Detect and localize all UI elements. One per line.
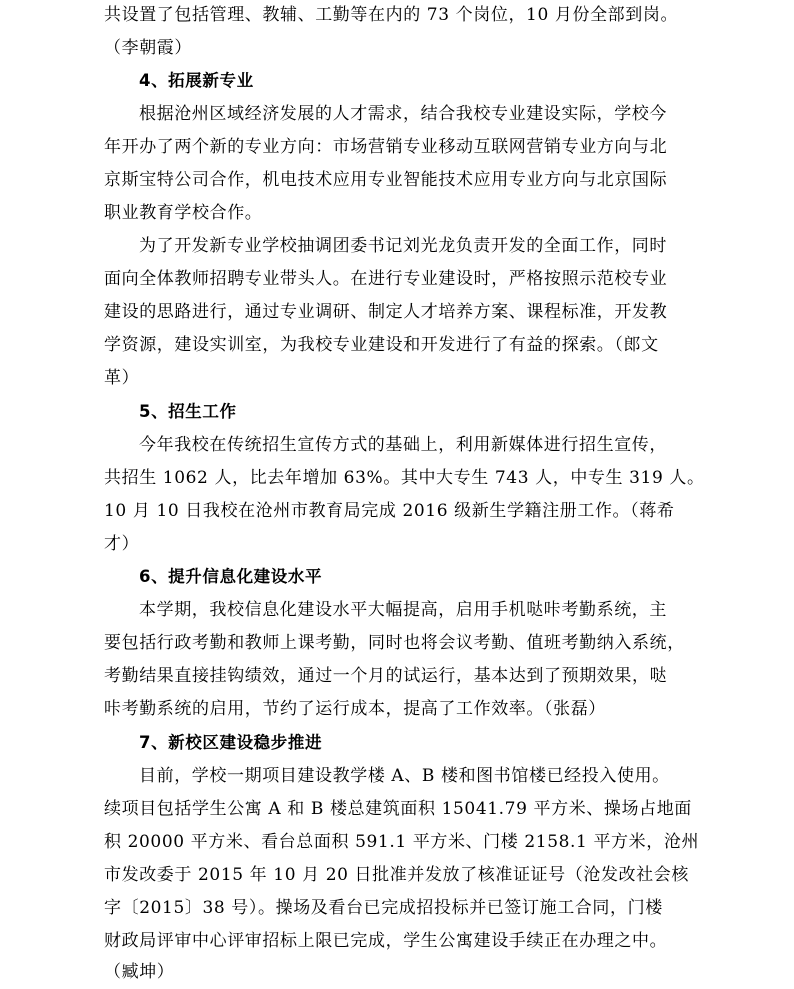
- document-line: 共招生 1062 人，比去年增加 63%。其中大专生 743 人，中专生 319 人。: [104, 468, 705, 488]
- document-line: 面向全体教师招聘专业带头人。在进行专业建设时，严格按照示范校专业: [104, 269, 668, 289]
- document-line: 财政局评审中心评审招标上限已完成，学生公寓建设手续正在办理之中。: [104, 931, 668, 951]
- document-line: 为了开发新专业学校抽调团委书记刘光龙负责开发的全面工作，同时: [139, 236, 667, 256]
- document-line: 续项目包括学生公寓 A 和 B 楼总建筑面积 15041.79 平方米、操场占地面: [104, 799, 692, 819]
- document-line: 今年我校在传统招生宣传方式的基础上，利用新媒体进行招生宣传，: [139, 435, 667, 455]
- document-line: （李朝霞）: [104, 38, 192, 58]
- document-line: 目前，学校一期项目建设教学楼 A、B 楼和图书馆楼已经投入使用。: [139, 766, 670, 786]
- document-line: 根据沧州区域经济发展的人才需求，结合我校专业建设实际，学校今: [139, 104, 667, 124]
- document-line: 字〔2015〕38 号）。操场及看台已完成招投标并已签订施工合同，门楼: [104, 898, 663, 918]
- document-line: 市发改委于 2015 年 10 月 20 日批准并发放了核准证证号（沧发改社会核: [104, 865, 689, 885]
- document-line: 京斯宝特公司合作，机电技术应用专业智能技术应用专业方向与北京国际: [104, 170, 668, 190]
- document-line: 共设置了包括管理、教辅、工勤等在内的 73 个岗位，10 月份全部到岗。: [104, 5, 679, 25]
- section-heading: 7、新校区建设稳步推进: [139, 733, 323, 752]
- section-heading: 5、招生工作: [139, 402, 237, 421]
- document-line: 革）: [104, 368, 140, 388]
- document-line: 年开办了两个新的专业方向：市场营销专业移动互联网营销专业方向与北: [104, 137, 668, 157]
- document-line: 积 20000 平方米、看台总面积 591.1 平方米、门楼 2158.1 平方米，沧州: [104, 832, 700, 852]
- document-line: （臧坤）: [104, 962, 175, 982]
- document-line: 考勤结果直接挂钩绩效，通过一个月的试运行，基本达到了预期效果，哒: [104, 666, 668, 686]
- document-line: 职业教育学校合作。: [104, 203, 263, 223]
- document-line: 建设的思路进行，通过专业调研、制定人才培养方案、课程标准，开发教: [104, 302, 668, 322]
- section-heading: 4、拓展新专业: [139, 71, 254, 90]
- document-line: 10 月 10 日我校在沧州市教育局完成 2016 级新生学籍注册工作。（蒋希: [104, 501, 675, 521]
- document-line: 咔考勤系统的启用，节约了运行成本，提高了工作效率。（张磊）: [104, 699, 606, 719]
- document-line: 本学期，我校信息化建设水平大幅提高，启用手机哒咔考勤系统，主: [139, 600, 667, 620]
- section-heading: 6、提升信息化建设水平: [139, 567, 323, 586]
- document-line: 要包括行政考勤和教师上课考勤，同时也将会议考勤、值班考勤纳入系统，: [104, 633, 685, 653]
- document-line: 才）: [104, 534, 140, 554]
- document-line: 学资源，建设实训室，为我校专业建设和开发进行了有益的探索。（郎文: [104, 335, 659, 355]
